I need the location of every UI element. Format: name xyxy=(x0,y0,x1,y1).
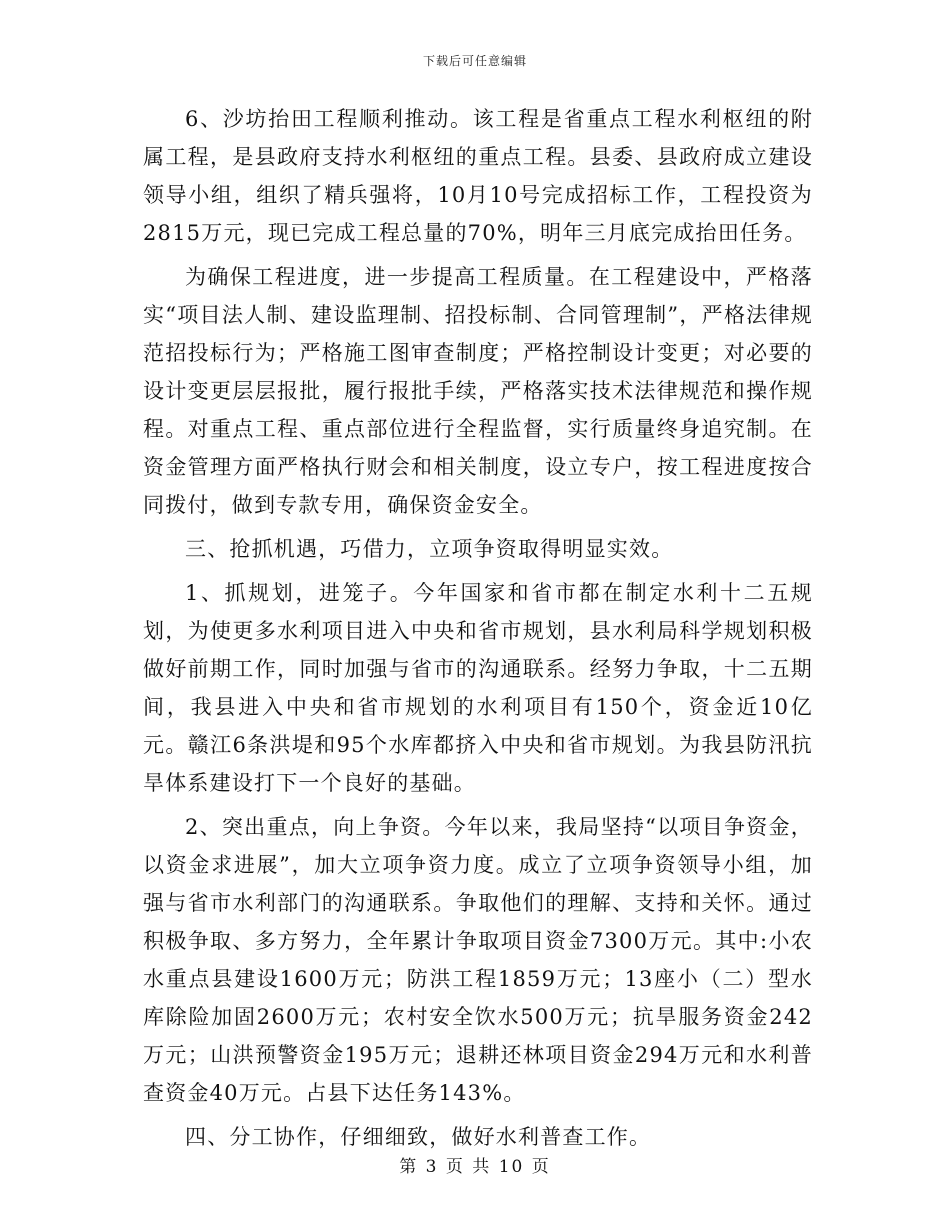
paragraph-quality-control: 为确保工程进度，进一步提高工程质量。在工程建设中，严格落实“项目法人制、建设监理制、招投标制、合同管理制”，严格法律规范招投标行为；严格施工图审查制度；严格控制设计变更；对必要的设计变更层层报批，履行报批手续，严格落实技术法律规范和操作规程。对重点工程、重点部位进行全程监督，实行质量终身追究制。在资金管理方面严格执行财会和相关制度，设立专户，按工程进度按合同拨付，做到专款专用，确保资金安全。 xyxy=(143,265,813,517)
page-header: 下载后可任意编辑 xyxy=(422,54,527,68)
section-heading-four: 四、分工协作，仔细细致，做好水利普查工作。 xyxy=(185,1125,652,1149)
document-body xyxy=(143,100,813,1156)
paragraph-shafang-project: 6、沙坊抬田工程顺利推动。该工程是省重点工程水利枢纽的附属工程，是县政府支持水利枢纽的重点工程。县委、县政府成立建设领导小组，组织了精兵强将，10月10号完成招标工作，工程投资为2815万元，现已完成工程总量的70%，明年三月底完成抬田任务。 xyxy=(143,107,813,245)
paragraph-planning: 1、抓规划，进笼子。今年国家和省市都在制定水利十二五规划，为使更多水利项目进入中央和省市规划，县水利局科学规划积极做好前期工作，同时加强与省市的沟通联系。经努力争取，十二五期间，我县进入中央和省市规划的水利项目有150个，资金近10亿元。赣江6条洪堤和95个水库都挤入中央和省市规划。为我县防汛抗旱体系建设打下一个良好的基础。 xyxy=(143,581,813,795)
paragraph-funding: 2、突出重点，向上争资。今年以来，我局坚持“以项目争资金，以资金求进展”，加大立项争资力度。成立了立项争资领导小组，加强与省市水利部门的沟通联系。争取他们的理解、支持和关怀。通过积极争取、多方努力，全年累计争取项目资金7300万元。其中:小农水重点县建设1600万元；防洪工程1859万元；13座小（二）型水库除险加固2600万元；农村安全饮水500万元；抗旱服务资金242万元；山洪预警资金195万元；退耕还林项目资金294万元和水利普查资金40万元。占县下达任务143%。 xyxy=(143,815,814,1105)
section-heading-three: 三、抢抓机遇，巧借力，立项争资取得明显实效。 xyxy=(185,537,674,561)
page-number: 第 3 页 共 10 页 xyxy=(399,1157,551,1177)
